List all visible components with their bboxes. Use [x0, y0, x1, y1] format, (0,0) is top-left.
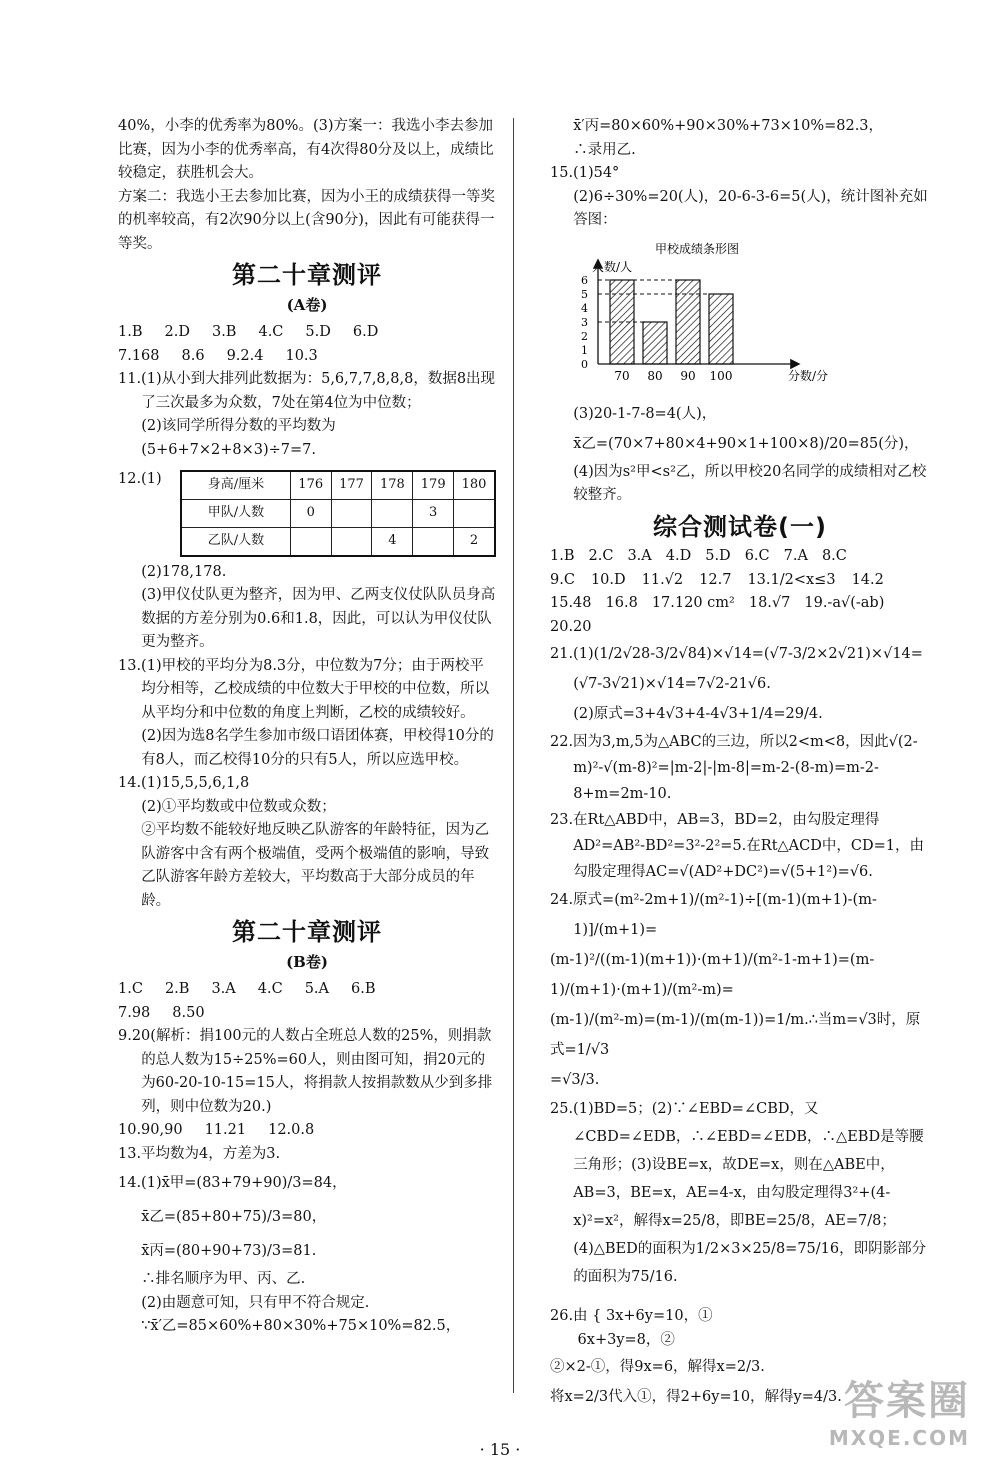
table-cell: 177 [331, 471, 372, 500]
answer-c26-line1: 26.由 { 3x+6y=10，① [550, 1308, 713, 1324]
answer: 7.168 [118, 347, 160, 364]
answer-row [118, 978, 496, 1002]
answer-11-part2: (2)该同学所得分数的平均数为(5+6+7×2+8×3)÷7=7. [141, 418, 336, 458]
chart-x-label: 分数/分 [788, 368, 829, 383]
table-cell: 178 [372, 471, 413, 500]
intro-paragraph: 方案二：我选小王去参加比赛，因为小王的成绩获得一等奖的机率较高，有2次90分以上(含90分)，因此有可能获得一等奖。 [118, 188, 495, 252]
answer-11-part1: 11.(1)从小到大排列此数据为：5,6,7,7,8,8,8，数据8出现了三次最多为众数，7处在第4位为中位数； [118, 371, 496, 411]
answer: 2.C [588, 548, 614, 564]
answer-row [118, 345, 496, 369]
left-column [118, 115, 496, 1339]
table-row [181, 527, 495, 556]
answer-c21-part2: (2)原式=3+4√3+4-4√3+1/4=29/4. [573, 706, 823, 722]
table-cell: 0 [290, 499, 331, 527]
page-number: · 15 · [479, 1440, 521, 1459]
answer: 8.6 [181, 347, 205, 364]
table-cell [331, 527, 372, 556]
chart-bar [709, 294, 733, 364]
chart-y-tick: 5 [581, 287, 588, 301]
table-cell: 甲队/人数 [181, 499, 290, 527]
section-a-title: 第二十章测评 [232, 261, 382, 289]
watermark-line1: 答案圈 [844, 1378, 970, 1424]
answer-c26-line4: 将x=2/3代入①，得2+6y=10，解得y=4/3. [550, 1389, 842, 1405]
answer-c24-line1: 24.原式=(m²-2m+1)/(m²-1)÷[(m-1)(m+1)-(m-1)]/(m+1)= [550, 892, 877, 938]
answer-c26-line3: ②×2-①，得9x=6，解得x=2/3. [550, 1359, 765, 1375]
answer-row [118, 1002, 496, 1026]
answer-b13: 13.平均数为4，方差为3. [118, 1145, 281, 1162]
answer: 9.2.4 [226, 347, 264, 364]
chart-y-tick: 3 [581, 315, 588, 329]
answer-c26-line2: 6x+3y=8，② [577, 1331, 675, 1348]
table-cell: 2 [454, 527, 495, 556]
table-header-row [181, 471, 495, 500]
answer-15-part5: (4)因为s²甲<s²乙，所以甲校20名同学的成绩相对乙校较整齐。 [573, 463, 927, 503]
height-table [180, 470, 496, 557]
table-cell [290, 527, 331, 556]
chart-title: 甲校成绩条形图 [655, 241, 740, 256]
intro-paragraph: 40%，小李的优秀率为80%。(3)方案一：我选小李去参加比赛，因为小李的优秀率高，有4次得80分及以上，成绩比较稳定，获胜机会大。 [118, 118, 494, 181]
answer-13-part1: 13.(1)甲校的平均分为8.3分，中位数为7分；由于两校平均分相等，乙校成绩的中位数大于甲校的中位数，所以从平均分和中位数的角度上判断，乙校的成绩较好。 [118, 657, 490, 721]
answer: 10.D [590, 571, 626, 588]
table-cell [372, 499, 413, 527]
chart-y-tick: 0 [581, 357, 588, 371]
answer: 11.√2 [641, 571, 684, 588]
answer: 5.D [705, 548, 731, 564]
chart-y-tick: 2 [581, 329, 588, 343]
right-column [550, 115, 930, 1412]
watermark-line2: MXQE.COM [828, 1426, 970, 1450]
answer: 3.A [627, 548, 652, 564]
answer: 3.A [211, 981, 236, 997]
answer-b14-line3: x̄丙=(80+90+73)/3=81. [141, 1243, 317, 1259]
table-cell: 179 [413, 471, 454, 500]
chart-bar [643, 322, 667, 364]
answer: 12.7 [699, 571, 732, 588]
answer: 4.D [665, 548, 692, 564]
table-cell [413, 527, 454, 556]
answer-c20: 20.20 [550, 618, 592, 635]
answer: 11.21 [204, 1122, 247, 1138]
answer-12-part2: (2)178,178. [141, 563, 227, 580]
answer-c24-line3: (m-1)/(m²-m)=(m-1)/(m(m-1))=1/m.∴当m=√3时，原式=1/√3 [550, 1012, 921, 1058]
answer-b9: 9.20(解析：捐100元的人数占全班总人数的25%，则捐款的总人数为15÷25%=60人，则由图可知，捐20元的为60-20-10-15=15人，将捐款人按捐款数从少到多排列，则中位数为20.) [118, 1028, 493, 1115]
chart-x-tick: 100 [709, 368, 733, 383]
answer-row [118, 321, 496, 345]
answer-c23: 23.在Rt△ABD中，AB=3，BD=2，由勾股定理得AD²=AB²-BD²=3²-2²=5.在Rt△ACD中，CD=1，由勾股定理得AC=√(AD²+DC²)=√(5+1²)=√6. [550, 812, 924, 880]
answer: 1.B [118, 324, 143, 340]
answer-15-part3: (3)20-1-7-8=4(人)， [573, 406, 717, 422]
answer: 9.C [550, 571, 575, 588]
answer-r2: ∴录用乙. [573, 141, 636, 158]
answer-row [118, 1119, 496, 1143]
section-a-subtitle: (A卷) [286, 295, 328, 314]
answer-14-part2: (2)①平均数或中位数或众数； [141, 798, 336, 815]
answer-14-part1: 14.(1)15,5,5,6,1,8 [118, 775, 250, 791]
table-cell: 3 [413, 499, 454, 527]
answer: 1.C [118, 981, 143, 997]
answer-row [550, 545, 930, 569]
answer: 19.-a√(-ab) [804, 595, 885, 611]
answer-13-part2: (2)因为选8名学生参加市级口语团体赛，甲校得10分的有8人，而乙校得10分的只有5人，所以应选甲校。 [141, 728, 494, 768]
chart-y-tick: 4 [581, 301, 588, 315]
answer-row [550, 592, 930, 616]
answer: 2.D [164, 324, 190, 340]
section-b-title: 第二十章测评 [232, 918, 382, 946]
answer-15-part1: 15.(1)54° [550, 165, 620, 181]
answer: 5.A [304, 981, 329, 997]
answer-c22: 22.因为3,m,5为△ABC的三边，所以2<m<8，因此√(2-m)²-√(m-8)²=|m-2|-|m-8|=m-2-(8-m)=m-2-8+m=2m-10. [550, 734, 918, 802]
answer: 14.2 [851, 571, 884, 588]
answer: 18.√7 [748, 595, 791, 611]
chart-y-tick: 1 [581, 343, 588, 357]
chart-bar [676, 280, 700, 364]
answer-c24-line4: =√3/3. [550, 1072, 600, 1088]
answer-b14-line2: x̄乙=(85+80+75)/3=80， [141, 1209, 327, 1225]
answer: 15.48 [550, 595, 592, 611]
chart-x-tick: 80 [647, 368, 663, 383]
table-cell: 身高/厘米 [181, 471, 290, 500]
chart-x-tick: 70 [614, 368, 630, 383]
answer: 7.98 [118, 1004, 151, 1021]
answer-r1: x̄′丙=80×60%+90×30%+73×10%=82.3， [573, 118, 884, 134]
table-cell: 4 [372, 527, 413, 556]
chart-x-tick: 90 [680, 368, 696, 383]
answer: 6.D [352, 324, 379, 340]
answer: 12.0.8 [268, 1122, 315, 1138]
answer-14-part3: ②平均数不能较好地反映乙队游客的年龄特征，因为乙队游客中含有两个极端值，受两个极端值的影响，导致乙队游客年龄方差较大，平均数高于大部分成员的年龄。 [141, 822, 490, 909]
answer: 10.3 [285, 347, 318, 364]
answer: 6.C [744, 548, 770, 564]
column-divider [513, 118, 514, 1393]
section-b-subtitle: (B卷) [286, 952, 328, 971]
answer: 6.B [351, 981, 376, 997]
answer: 1.B [550, 548, 575, 564]
answer: 16.8 [605, 595, 638, 611]
answer: 3.B [211, 324, 237, 340]
answer-15-part4: x̄乙=(70×7+80×4+90×1+100×8)/20=85(分)， [573, 435, 919, 452]
answer-b14-line6: ∵x̄′乙=85×60%+80×30%+75×10%=82.5， [141, 1318, 461, 1334]
answer: 4.C [258, 324, 284, 340]
answer-c21-part1: 21.(1)(1/2√28-3/2√84)×√14=(√7-3/2×2√21)×√14=(√7-3√21)×√14=7√2-21√6. [550, 646, 923, 692]
table-cell: 180 [454, 471, 495, 500]
chart-y-tick: 6 [581, 273, 588, 287]
answer: 5.D [305, 324, 331, 340]
answer-row [550, 569, 930, 593]
answer: 8.50 [172, 1004, 205, 1021]
answer-b14-line1: 14.(1)x̄甲=(83+79+90)/3=84， [118, 1175, 347, 1191]
bar-chart [550, 239, 930, 398]
answer: 13.1/2<x≤3 [747, 571, 836, 588]
answer-c25: 25.(1)BD=5；(2)∵∠EBD=∠CBD，又∠CBD=∠EDB，∴∠EBD=∠EDB，∴△EBD是等腰三角形；(3)设BE=x，故DE=x，则在△ABE中，AB=3，BE=x，AE=4-x，由勾股定理得3²+(4-x)²=x²，解得x=25/8，即BE=25/8，AE=7/8；(4)△BED的面积为1/2×3×25/8=75/16，即阴影部分的面积为75/16. [550, 1101, 927, 1285]
answer: 17.120 cm² [651, 595, 735, 611]
chart-bar [610, 280, 634, 364]
answer: 7.A [783, 548, 808, 564]
answer: 4.C [257, 981, 283, 997]
bar-chart-svg [550, 239, 850, 389]
table-row [181, 499, 495, 527]
section-c-title: 综合测试卷(一) [653, 512, 827, 541]
table-cell [454, 499, 495, 527]
answer-b14-line4: ∴排名顺序为甲、丙、乙. [141, 1271, 306, 1287]
chart-y-label: 人数/人 [592, 259, 633, 274]
table-cell [331, 499, 372, 527]
answer-12-label: 12.(1) [118, 471, 162, 487]
answer: 10.90,90 [118, 1122, 183, 1138]
watermark [829, 1369, 970, 1450]
answer: 8.C [821, 548, 847, 564]
answer-15-part2: (2)6÷30%=20(人)，20-6-3-6=5(人)，统计图补充如答图： [573, 188, 928, 228]
answer-c24-line2: (m-1)²/((m-1)(m+1))·(m+1)/(m²-1-m+1)=(m-1)/(m+1)·(m+1)/(m²-m)= [550, 952, 875, 998]
answer-b14-line5: (2)由题意可知，只有甲不符合规定. [141, 1294, 370, 1311]
table-cell: 乙队/人数 [181, 527, 290, 556]
answer: 2.B [164, 981, 190, 997]
table-cell: 176 [290, 471, 331, 500]
answer-12-part3: (3)甲仪仗队更为整齐，因为甲、乙两支仪仗队队员身高数据的方差分别为0.6和1.8，因此，可以认为甲仪仗队更为整齐。 [141, 587, 496, 650]
